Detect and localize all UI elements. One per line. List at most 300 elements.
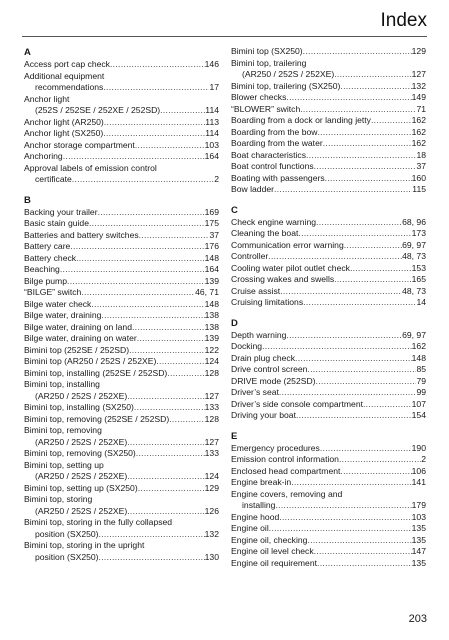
dot-leader <box>286 330 402 342</box>
index-entry-text: Engine break-in <box>231 477 292 487</box>
index-entry-text: Bow ladder <box>231 184 274 194</box>
dot-leader <box>60 264 205 276</box>
index-entry <box>231 454 426 466</box>
index-entry-page[interactable]: 48, 73 <box>402 251 426 261</box>
index-entry-heading: Approval labels of emission control <box>24 162 157 173</box>
index-entry <box>231 58 426 81</box>
index-entry-page[interactable]: 135 <box>411 523 426 533</box>
index-entry <box>24 59 219 71</box>
index-entry <box>231 184 426 196</box>
dot-leader <box>99 529 205 541</box>
index-entry-page[interactable]: 71 <box>416 103 426 114</box>
index-entry-page[interactable]: 132 <box>204 528 219 539</box>
dot-leader <box>76 253 205 265</box>
dot-leader <box>340 466 411 478</box>
index-entry <box>231 115 426 127</box>
index-entry-heading: Bimini top, removing <box>24 425 102 435</box>
index-entry-page[interactable]: 126 <box>204 505 219 516</box>
index-entry-page[interactable]: 103 <box>411 511 426 522</box>
index-entry-text: Bimini top, removing (252SE / 252SD) <box>24 413 170 424</box>
index-entry-text: Basic stain guide <box>24 218 89 228</box>
index-entry <box>24 117 219 129</box>
dot-leader <box>363 399 412 411</box>
dot-leader <box>334 274 411 286</box>
index-entry <box>24 299 219 311</box>
index-entry <box>231 477 426 489</box>
index-entry-text: Driver’s side console compartment <box>231 398 363 409</box>
dot-leader <box>316 376 417 388</box>
index-entry-text: Bimini top, trailering (SX250) <box>231 80 341 91</box>
index-entry-text: Bimini top (252SE / 252SD) <box>24 344 130 355</box>
index-entry-page[interactable]: 115 <box>412 184 426 194</box>
index-entry-text: Bilge water, draining on water <box>24 333 137 343</box>
index-entry-text: “BLOWER” switch <box>231 103 301 114</box>
index-entry-heading: Bimini top, trailering <box>231 57 307 68</box>
dot-leader <box>72 174 214 186</box>
index-entry-text: (AR250 / 252S / 252XE) <box>242 69 335 79</box>
dot-leader <box>334 69 411 81</box>
index-entry <box>231 399 426 411</box>
dot-leader <box>303 46 412 58</box>
index-entry <box>231 274 426 286</box>
dot-leader <box>291 477 411 489</box>
index-entry-text: Driver’s seat <box>231 387 279 397</box>
index-entry <box>24 264 219 276</box>
index-entry-page[interactable]: 130 <box>204 551 219 562</box>
index-entry-text: installing <box>242 500 276 510</box>
dot-leader <box>160 105 205 117</box>
section-letter-d: D <box>231 317 238 329</box>
dot-leader <box>280 286 402 298</box>
index-entry-page[interactable]: 114 <box>205 105 219 115</box>
index-entry-page[interactable]: 107 <box>411 398 426 409</box>
index-entry <box>24 483 219 495</box>
dot-leader <box>269 523 412 535</box>
index-entry-text: Crossing wakes and swells <box>231 274 335 284</box>
index-entry-text: Engine oil requirement <box>231 557 317 568</box>
dot-leader <box>169 414 204 426</box>
index-entry <box>231 161 426 173</box>
index-entry-page[interactable]: 139 <box>204 275 219 286</box>
dot-leader <box>91 299 204 311</box>
index-entry-heading: Bimini top, storing in the fully collapsed <box>24 517 173 527</box>
index-entry-heading: Bimini top, installing <box>24 379 100 389</box>
index-entry <box>24 140 219 152</box>
index-entry-text: Bilge water, draining <box>24 310 102 320</box>
index-entry <box>24 494 219 517</box>
dot-leader <box>320 443 412 455</box>
dot-leader <box>127 437 204 449</box>
index-entry-page[interactable]: 129 <box>411 46 426 56</box>
index-entry <box>231 138 426 150</box>
index-entry-text: Boarding from the water <box>231 138 323 148</box>
index-entry-page[interactable]: 139 <box>204 333 219 343</box>
dot-leader <box>317 558 412 570</box>
index-entry-page[interactable]: 128 <box>204 413 219 424</box>
index-entry <box>24 207 219 219</box>
index-entry-text: Check engine warning <box>231 216 317 227</box>
dot-leader <box>298 228 411 240</box>
header-rule <box>22 36 427 37</box>
index-entry-page[interactable]: 99 <box>416 387 426 397</box>
index-entry-text: Anchor light (SX250) <box>24 128 104 138</box>
index-entry-page[interactable]: 113 <box>205 116 219 127</box>
index-entry-page[interactable]: 148 <box>204 298 219 309</box>
dot-leader <box>167 368 204 380</box>
dot-leader <box>325 173 412 185</box>
index-entry-text: Bimini top (AR250 / 252S / 252XE) <box>24 356 157 366</box>
index-entry-text: Emergency procedures <box>231 442 320 453</box>
index-entry-page[interactable]: 48, 73 <box>402 285 426 296</box>
index-entry-text: Bilge water check <box>24 298 92 309</box>
index-entry-page[interactable]: 85 <box>416 364 426 374</box>
index-entry <box>24 368 219 380</box>
index-entry-page[interactable]: 162 <box>411 341 426 351</box>
dot-leader <box>339 454 421 466</box>
index-entry-text: Batteries and battery switches <box>24 229 139 240</box>
index-entry-text: Anchoring <box>24 151 63 161</box>
index-entry <box>231 286 426 298</box>
index-entry-page[interactable]: 124 <box>204 471 219 481</box>
index-entry <box>231 81 426 93</box>
index-entry-text: Controller <box>231 251 269 261</box>
dot-leader <box>316 217 402 229</box>
index-entry-page[interactable]: 37 <box>416 161 426 171</box>
index-entry-heading: Bimini top, setting up <box>24 459 104 470</box>
index-entry <box>24 163 219 186</box>
index-entry-text: Bimini top (SX250) <box>231 46 303 56</box>
index-entry-page[interactable]: 2 <box>214 174 219 184</box>
index-entry <box>231 46 426 58</box>
index-entry-text: Cleaning the boat <box>231 228 299 238</box>
index-entry-text: Enclosed head compartment <box>231 465 341 476</box>
index-entry <box>231 297 426 309</box>
index-entry-text: (AR250 / 252S / 252XE) <box>35 436 128 447</box>
dot-leader <box>307 364 416 376</box>
index-entry-text: Engine oil <box>231 523 269 533</box>
index-entry-heading: Bimini top, storing in the upright <box>24 540 145 550</box>
index-entry <box>231 217 426 229</box>
index-entry <box>24 94 219 117</box>
dot-leader <box>306 150 416 162</box>
index-entry-text: Blower checks <box>231 92 287 102</box>
dot-leader <box>103 82 209 94</box>
index-entry <box>231 523 426 535</box>
index-entry-text: Boat characteristics <box>231 149 306 160</box>
index-entry-page[interactable]: 17 <box>209 82 219 92</box>
index-entry-text: Docking <box>231 341 263 351</box>
index-entry-text: Drive control screen <box>231 364 308 374</box>
page-number: 203 <box>408 613 427 625</box>
index-entry-page[interactable]: 133 <box>204 448 219 458</box>
index-entry <box>24 402 219 414</box>
dot-leader <box>103 128 205 140</box>
index-entry <box>231 92 426 104</box>
index-entry-text: certificate <box>35 174 72 184</box>
dot-leader <box>344 240 402 252</box>
dot-leader <box>139 230 210 242</box>
index-entry <box>231 489 426 512</box>
index-entry <box>231 127 426 139</box>
dot-leader <box>156 356 204 368</box>
index-entry <box>24 218 219 230</box>
index-entry-page[interactable]: 154 <box>411 410 426 420</box>
index-entry <box>24 241 219 253</box>
index-entry-page[interactable]: 190 <box>411 442 426 453</box>
index-entry-heading: Bimini top, storing <box>24 494 93 504</box>
index-entry-text: Bilge pump <box>24 275 67 286</box>
index-entry-page[interactable]: 14 <box>416 297 426 307</box>
section-letter-b: B <box>24 194 31 206</box>
index-entry-page[interactable]: 132 <box>411 80 426 91</box>
index-entry-page[interactable]: 133 <box>204 402 219 412</box>
index-entry <box>24 448 219 460</box>
dot-leader <box>127 471 204 483</box>
index-entry-page[interactable]: 69, 97 <box>402 239 426 250</box>
index-entry <box>231 410 426 422</box>
dot-leader <box>279 387 417 399</box>
index-entry <box>24 425 219 448</box>
dot-leader <box>279 512 411 524</box>
index-entry-text: (252S / 252SE / 252XE / 252SD) <box>35 105 161 115</box>
index-entry-page[interactable]: 162 <box>411 115 426 125</box>
index-entry-text: Boarding from the bow <box>231 126 318 137</box>
dot-leader <box>70 241 204 253</box>
dot-leader <box>134 402 205 414</box>
dot-leader <box>110 59 205 71</box>
index-entry-page[interactable]: 68, 96 <box>402 216 426 227</box>
index-entry <box>231 512 426 524</box>
index-entry-text: Bimini top, setting up (SX250) <box>24 482 138 493</box>
index-entry-page[interactable]: 173 <box>411 228 426 238</box>
index-entry-page[interactable]: 127 <box>204 436 219 447</box>
index-entry-text: Boat control functions <box>231 161 314 171</box>
dot-leader <box>101 310 204 322</box>
dot-leader <box>127 506 204 518</box>
index-entry <box>24 379 219 402</box>
dot-leader <box>104 117 206 129</box>
index-entry-page[interactable]: 164 <box>204 151 219 161</box>
index-entry-page[interactable]: 153 <box>411 262 426 273</box>
index-entry <box>24 71 219 94</box>
dot-leader <box>323 138 412 150</box>
index-entry-page[interactable]: 160 <box>411 172 426 183</box>
index-entry-page[interactable]: 127 <box>204 390 219 401</box>
index-entry <box>24 276 219 288</box>
dot-leader <box>99 552 205 564</box>
index-entry <box>231 376 426 388</box>
index-entry-text: Communication error warning <box>231 239 344 250</box>
index-entry <box>24 230 219 242</box>
index-entry <box>231 228 426 240</box>
index-entry-text: (AR250 / 252S / 252XE) <box>35 505 128 516</box>
index-entry-page[interactable]: 124 <box>204 356 219 366</box>
index-entry-page[interactable]: 79 <box>416 375 426 386</box>
dot-leader <box>295 353 412 365</box>
dot-leader <box>275 500 411 512</box>
index-entry-page[interactable]: 135 <box>411 557 426 568</box>
index-entry-page[interactable]: 135 <box>411 534 426 545</box>
page-title: Index <box>380 10 427 31</box>
index-entry-text: (AR250 / 252S / 252XE) <box>35 471 128 481</box>
index-entry-page[interactable]: 147 <box>411 546 426 556</box>
index-entry-page[interactable]: 103 <box>204 139 219 150</box>
index-entry <box>231 546 426 558</box>
index-entry <box>231 353 426 365</box>
dot-leader <box>274 184 412 196</box>
index-entry <box>231 466 426 478</box>
dot-leader <box>314 546 412 558</box>
index-entry-text: Emission control information <box>231 454 339 464</box>
dot-leader <box>314 161 417 173</box>
section-letter-e: E <box>231 430 238 442</box>
index-entry <box>24 322 219 334</box>
index-entry-page[interactable]: 176 <box>204 241 219 251</box>
index-entry-text: Boating with passengers <box>231 172 325 183</box>
dot-leader <box>129 345 205 357</box>
index-entry-text: Anchor storage compartment <box>24 139 135 150</box>
index-entry-page[interactable]: 128 <box>204 367 219 378</box>
index-entry <box>24 287 219 299</box>
index-entry-text: Bimini top, removing (SX250) <box>24 448 136 458</box>
index-entry <box>24 460 219 483</box>
index-entry <box>231 558 426 570</box>
index-entry <box>24 540 219 563</box>
index-entry-text: Bimini top, installing (SX250) <box>24 402 134 412</box>
index-entry-page[interactable]: 175 <box>204 218 219 228</box>
dot-leader <box>303 297 416 309</box>
index-entry-page[interactable]: 146 <box>204 59 219 69</box>
index-entry-text: Engine oil level check <box>231 546 314 556</box>
index-entry-page[interactable]: 162 <box>411 126 426 137</box>
index-entry <box>24 310 219 322</box>
index-entry-text: Anchor light (AR250) <box>24 116 104 127</box>
index-entry <box>231 251 426 263</box>
index-entry <box>24 151 219 163</box>
index-entry-text: Backing your trailer <box>24 206 98 217</box>
index-entry-page[interactable]: 162 <box>411 138 426 148</box>
index-entry <box>231 535 426 547</box>
index-entry-page[interactable]: 122 <box>204 344 219 355</box>
index-entry-page[interactable]: 141 <box>411 477 426 487</box>
index-entry-page[interactable]: 148 <box>411 352 426 363</box>
index-entry-page[interactable]: 127 <box>411 69 426 79</box>
index-entry-text: Beaching <box>24 264 60 274</box>
index-entry <box>24 356 219 368</box>
index-entry-text: Bilge water, draining on land <box>24 321 132 332</box>
dot-leader <box>98 207 205 219</box>
index-entry-text: “BILGE” switch <box>24 287 82 297</box>
dot-leader <box>135 140 205 152</box>
index-entry-text: Drain plug check <box>231 352 296 363</box>
index-entry-page[interactable]: 37 <box>209 229 219 240</box>
index-entry-page[interactable]: 46, 71 <box>195 287 219 297</box>
dot-leader <box>132 322 205 334</box>
index-entry-text: Depth warning <box>231 329 287 340</box>
index-entry-heading: Engine covers, removing and <box>231 488 343 499</box>
dot-leader <box>307 535 411 547</box>
index-column-right <box>231 46 426 569</box>
index-entry-text: Battery check <box>24 252 77 263</box>
index-entry-page[interactable]: 2 <box>421 454 426 464</box>
section-letter-c: C <box>231 204 238 216</box>
index-entry-text: position (SX250) <box>35 528 99 539</box>
index-entry <box>231 341 426 353</box>
dot-leader <box>137 333 205 345</box>
index-entry <box>231 173 426 185</box>
index-entry-text: Boarding from a dock or landing jetty <box>231 115 371 125</box>
index-entry-page[interactable]: 129 <box>204 482 219 493</box>
index-entry-text: Engine oil, checking <box>231 534 308 545</box>
index-entry-text: Cooling water pilot outlet check <box>231 262 350 273</box>
index-entry-text: recommendations <box>35 82 104 92</box>
dot-leader <box>262 341 412 353</box>
index-entry-text: Battery care <box>24 241 71 251</box>
index-entry-heading: Anchor light <box>24 93 70 104</box>
dot-leader <box>268 251 402 263</box>
index-entry-text: Access port cap check <box>24 59 110 69</box>
index-entry <box>24 414 219 426</box>
dot-leader <box>300 104 416 116</box>
index-entry <box>231 364 426 376</box>
dot-leader <box>350 263 412 275</box>
index-entry-page[interactable]: 164 <box>204 264 219 274</box>
index-entry-page[interactable]: 165 <box>411 274 426 284</box>
section-letter-a: A <box>24 47 31 58</box>
index-entry-heading: Additional equipment <box>24 70 105 81</box>
dot-leader <box>67 276 205 288</box>
index-entry <box>231 330 426 342</box>
index-entry <box>231 263 426 275</box>
dot-leader <box>81 287 195 299</box>
index-entry-text: Cruise assist <box>231 285 281 296</box>
dot-leader <box>89 218 205 230</box>
index-entry-page[interactable]: 169 <box>204 206 219 217</box>
dot-leader <box>127 391 204 403</box>
index-entry-text: position (SX250) <box>35 551 99 562</box>
index-entry-page[interactable]: 106 <box>411 465 426 476</box>
dot-leader <box>317 127 411 139</box>
index-entry-page[interactable]: 138 <box>204 310 219 320</box>
dot-leader <box>286 92 411 104</box>
index-entry-page[interactable]: 149 <box>411 92 426 102</box>
index-entry-page[interactable]: 179 <box>411 500 426 510</box>
dot-leader <box>296 410 412 422</box>
index-entry-text: Engine hood <box>231 511 280 522</box>
index-entry-page[interactable]: 114 <box>205 128 219 138</box>
dot-leader <box>340 81 411 93</box>
index-entry <box>24 517 219 540</box>
index-entry <box>24 253 219 265</box>
index-entry <box>231 104 426 116</box>
dot-leader <box>136 448 205 460</box>
index-entry-page[interactable]: 69, 97 <box>402 329 426 340</box>
index-entry <box>231 150 426 162</box>
index-entry-text: (AR250 / 252S / 252XE) <box>35 390 128 401</box>
index-entry-text: Driving your boat <box>231 410 296 420</box>
index-entry <box>24 333 219 345</box>
index-entry-page[interactable]: 148 <box>204 252 219 263</box>
dot-leader <box>371 115 412 127</box>
dot-leader <box>63 151 205 163</box>
index-entry <box>24 345 219 357</box>
dot-leader <box>138 483 205 495</box>
index-entry-text: Bimini top, installing (252SE / 252SD) <box>24 367 168 378</box>
index-entry-page[interactable]: 18 <box>416 149 426 160</box>
index-entry <box>231 443 426 455</box>
index-entry-page[interactable]: 138 <box>204 321 219 332</box>
index-entry-text: Cruising limitations <box>231 297 304 307</box>
